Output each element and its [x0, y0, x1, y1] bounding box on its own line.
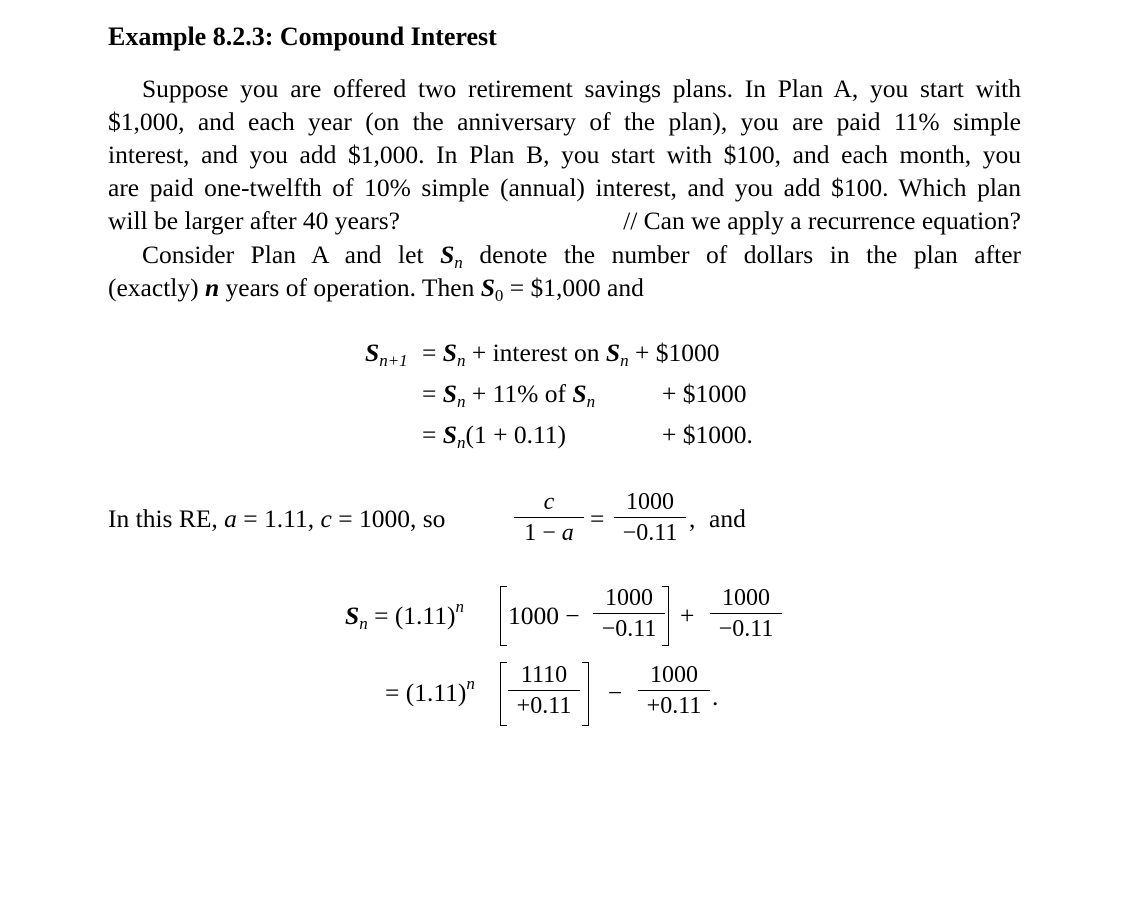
left-bracket — [500, 662, 507, 726]
symbol-sn: $S_n$ — [440, 240, 463, 272]
comma: , — [689, 504, 696, 533]
text-line — [142, 240, 1021, 270]
text-segment: years of operation. Then — [225, 273, 475, 302]
plus-sign: + — [680, 601, 695, 630]
sn-solution-row2: = $(1.11)^n$ — [385, 674, 475, 707]
fraction-1000-over-neg-011: 1000 −0.11 — [614, 488, 686, 547]
fraction-1000-over-neg-011: 1000 −0.11 — [710, 584, 782, 643]
left-bracket — [500, 586, 507, 646]
re-line: In this RE, a = 1.11, c = 1000, so — [108, 504, 446, 533]
eq2-addend: + $1000 — [662, 379, 747, 408]
text-line — [108, 273, 644, 303]
symbol-n: n — [204, 273, 220, 302]
fraction-1000-over-pos-011: 1000 +0.11 — [638, 661, 710, 720]
text-segment: denote the number of dollars in the plan after — [479, 240, 1022, 269]
eq3-addend: + $1000. — [662, 420, 753, 449]
question-text: will be larger after 40 years? — [108, 206, 400, 235]
eq3-rhs: = $S_n(1 + 0.11)$ — [422, 420, 566, 452]
equals-sign: = — [590, 504, 605, 533]
text-segment: = $1,000 and — [509, 273, 644, 302]
bracket-term: 1000 − — [508, 601, 580, 630]
text-line — [108, 206, 1021, 236]
sn-solution-lhs: $S_n = (1.11)^n$ — [345, 597, 464, 633]
fraction-1110-over-pos-011: 1110 +0.11 — [508, 661, 580, 720]
paragraph-plans — [108, 74, 1021, 239]
example-title: Example 8.2.3: Compound Interest — [108, 22, 497, 51]
right-bracket — [662, 586, 669, 646]
text-line: interest, and you add $1,000. In Plan B, you start with $100, and each month, you — [108, 140, 1021, 169]
fraction-c-over-1-minus-a: c 1 − a — [514, 488, 584, 547]
right-bracket — [582, 662, 589, 726]
eq1-lhs: $S_{n+1}$ — [365, 338, 408, 370]
eq1-rhs: = $S_n$ + interest on $S_n$ + $1000 — [422, 338, 720, 370]
text-line: are paid one-twelfth of 10% simple (annual) interest, and you add $100. Which plan — [108, 173, 1021, 202]
minus-sign: − — [608, 678, 623, 707]
text-line: Suppose you are offered two retirement savings plans. In Plan A, you start with — [142, 74, 1021, 103]
eq2-rhs: = $S_n + 11\%$ of $S_n$ — [422, 379, 596, 411]
comment-text: // Can we apply a recurrence equation? — [623, 206, 1021, 235]
paragraph-plan-a — [108, 240, 1021, 306]
and-text: and — [709, 504, 746, 533]
text-line: $1,000, and each year (on the anniversary of the plan), you are paid 11% simple — [108, 107, 1021, 136]
text-segment: Consider Plan A and let — [142, 240, 424, 269]
symbol-s0: $S_0$ — [480, 273, 504, 305]
fraction-1000-over-neg-011: 1000 −0.11 — [593, 584, 665, 643]
period: . — [712, 682, 719, 711]
text-segment: (exactly) — [108, 273, 199, 302]
